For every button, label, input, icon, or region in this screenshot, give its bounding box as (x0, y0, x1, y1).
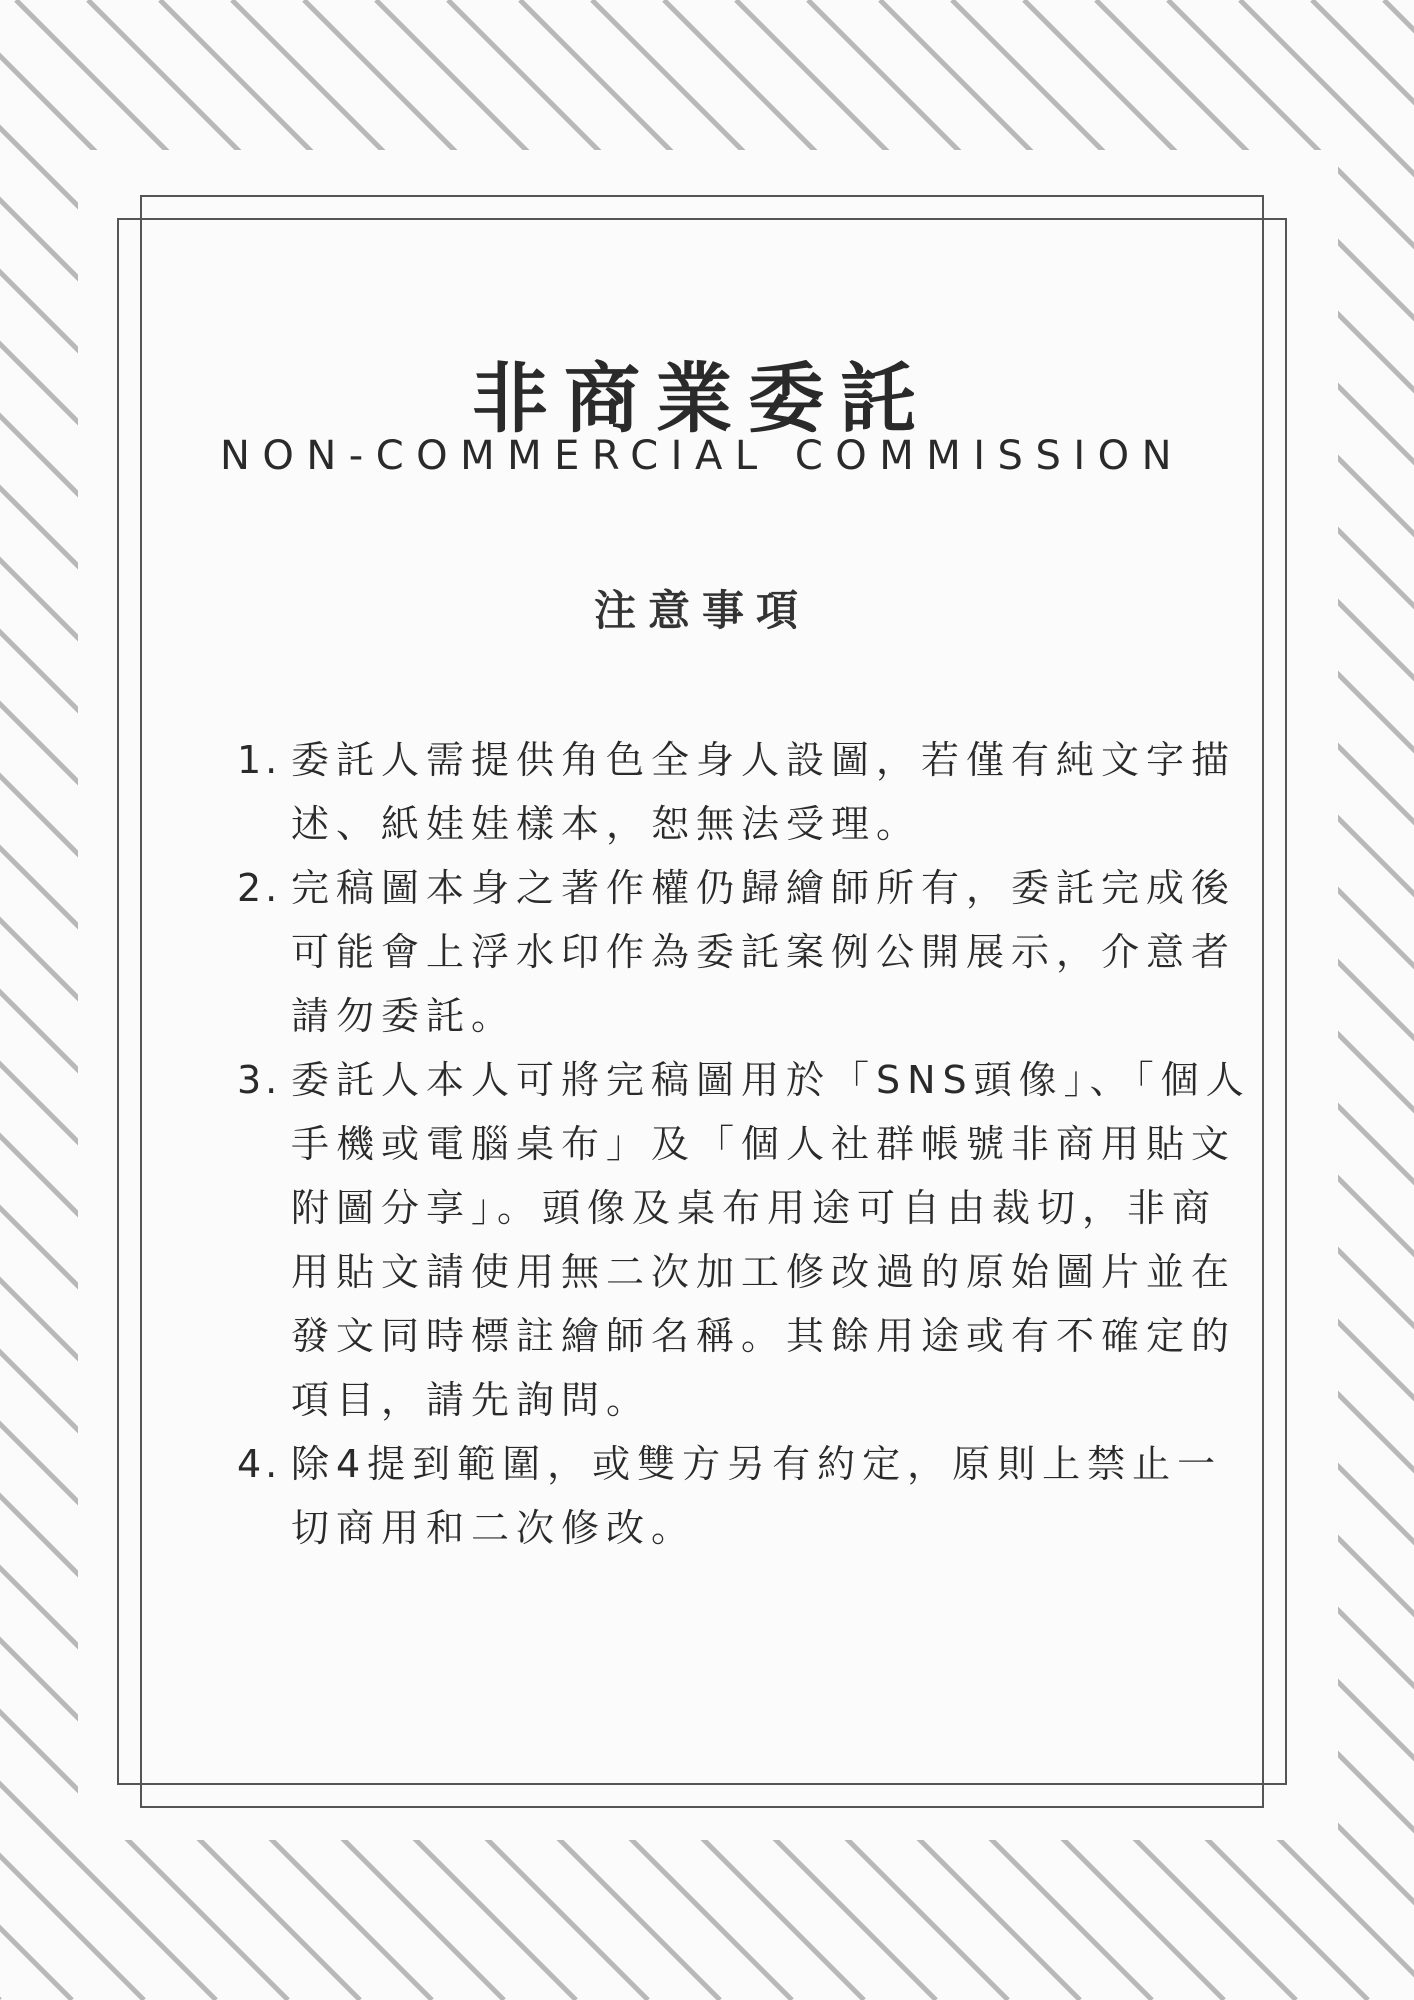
section-heading: 注意事項 (593, 586, 810, 635)
rule-number: 4. (237, 1442, 282, 1486)
rule-number: 3. (237, 1058, 282, 1102)
notice-card (117, 218, 1287, 1785)
rule-text: 委託人本人可將完稿圖用於「SNS頭像」、「個人手機或電腦桌布」及「個人社群帳號非商用貼文附圖分享」。頭像及桌布用途可自由裁切，非商用貼文請使用無二次加工修改過的原始圖片並在發文同時標註繪師名稱。其餘用途或有不確定的項目，請先詢問。 (291, 1058, 1251, 1422)
rule-item (237, 856, 1257, 1048)
rule-item (237, 1048, 1257, 1432)
rule-number: 2. (237, 866, 282, 910)
page-title: 非商業委託 (472, 354, 932, 443)
rule-text: 除4提到範圍，或雙方另有約定，原則上禁止一切商用和二次修改。 (291, 1442, 1223, 1550)
rule-text: 完稿圖本身之著作權仍歸繪師所有，委託完成後可能會上浮水印作為委託案例公開展示，介意者請勿委託。 (291, 866, 1237, 1038)
rule-item (237, 728, 1257, 856)
page-subtitle: NON-COMMERCIAL COMMISSION (219, 433, 1185, 479)
rule-number: 1. (237, 738, 282, 782)
rules-list (237, 728, 1257, 1560)
rule-item (237, 1432, 1257, 1560)
rule-text: 委託人需提供角色全身人設圖，若僅有純文字描述、紙娃娃樣本，恕無法受理。 (291, 738, 1237, 846)
